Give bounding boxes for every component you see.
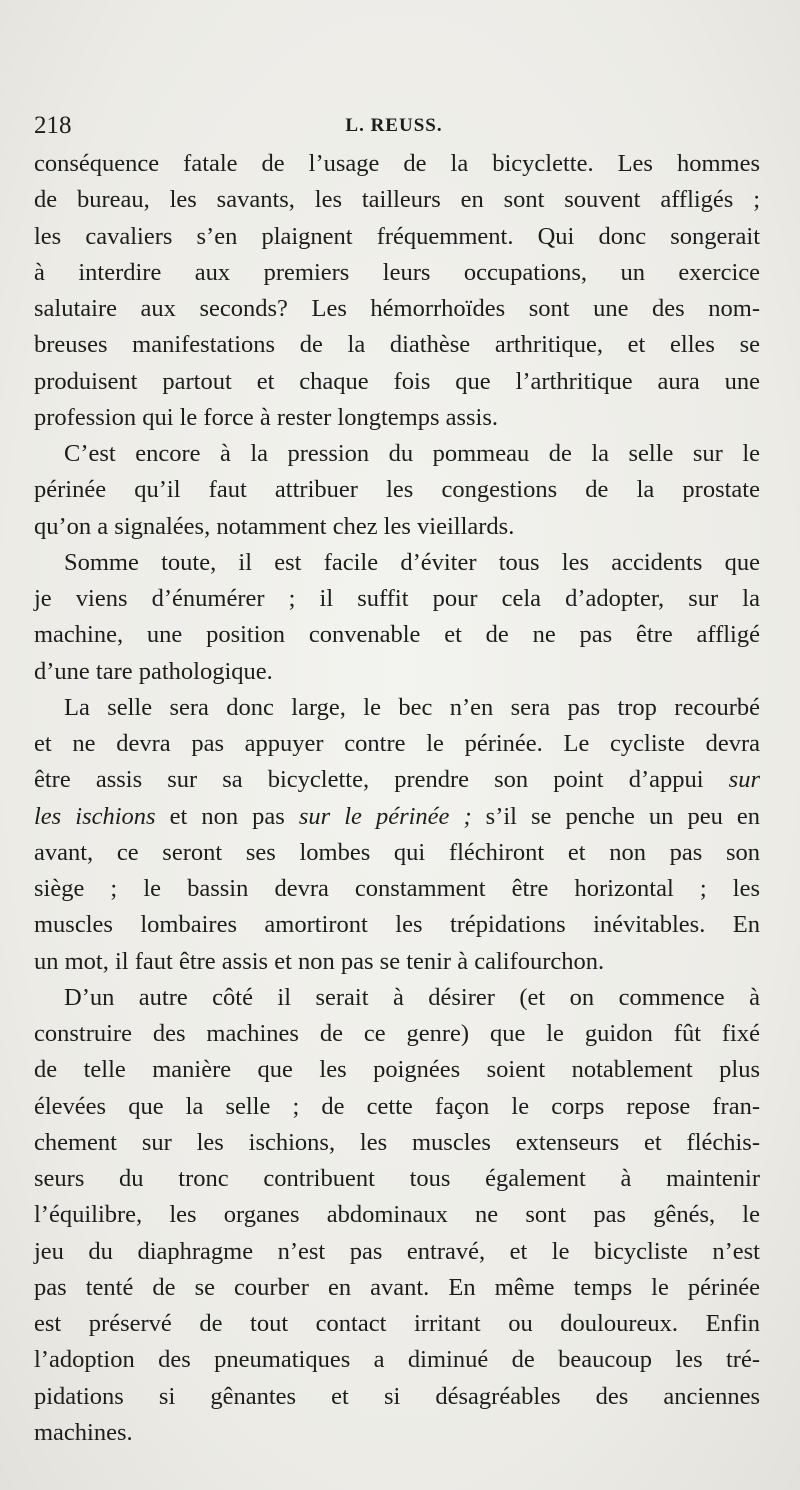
page-number: 218 bbox=[34, 112, 72, 139]
text-line: pidations si gênantes et si désagréables des anciennes bbox=[34, 1382, 760, 1410]
text-line: élevées que la selle ; de cette façon le corps repose fran- bbox=[34, 1092, 760, 1120]
paragraph-5 bbox=[34, 980, 760, 1451]
text-line: seurs du tronc contribuent tous également à maintenir bbox=[34, 1165, 760, 1192]
text-line: de bureau, les savants, les tailleurs en sont souvent affligés ; bbox=[34, 186, 760, 214]
text-segment: et non pas bbox=[169, 802, 285, 830]
text-line: chement sur les ischions, les muscles extenseurs et fléchis- bbox=[34, 1128, 760, 1156]
page-body bbox=[34, 146, 760, 1451]
text-line: siège ; le bassin devra constamment être horizontal ; les bbox=[34, 875, 760, 902]
text-line: D’un autre côté il serait à désirer (et on commence à bbox=[64, 983, 760, 1011]
text-line: breuses manifestations de la diathèse arthritique, et elles se bbox=[34, 331, 760, 359]
text-line: construire des machines de ce genre) que le guidon fût fixé bbox=[34, 1020, 760, 1047]
page-header bbox=[34, 108, 754, 144]
text-line: conséquence fatale de l’usage de la bicyclette. Les hommes bbox=[34, 150, 760, 177]
running-head: L. REUSS. bbox=[345, 115, 443, 136]
paragraph-3 bbox=[34, 545, 760, 690]
text-line bbox=[34, 762, 760, 798]
text-line: profession qui le force à rester longtemps assis. bbox=[34, 403, 499, 431]
italic-text: sur le périnée ; bbox=[298, 802, 472, 830]
text-line: je viens d’énumérer ; il suffit pour cela d’adopter, sur la bbox=[34, 585, 760, 612]
text-line: C’est encore à la pression du pommeau de la selle sur le bbox=[64, 440, 760, 467]
text-line: à interdire aux premiers leurs occupations, un exercice bbox=[34, 258, 760, 286]
text-line: de telle manière que les poignées soient notablement plus bbox=[34, 1056, 760, 1084]
text-line: un mot, il faut être assis et non pas se tenir à califourchon. bbox=[34, 947, 605, 975]
text-segment: être assis sur sa bicyclette, prendre son point d’appui bbox=[34, 766, 704, 794]
italic-text: sur bbox=[728, 766, 760, 794]
text-line: l’adoption des pneumatiques a diminué de beaucoup les tré- bbox=[34, 1346, 760, 1374]
paragraph-4 bbox=[34, 690, 760, 980]
text-line: l’équilibre, les organes abdominaux ne sont pas gênés, le bbox=[34, 1201, 760, 1229]
text-line: les cavaliers s’en plaignent fréquemment. Qui donc songerait bbox=[34, 222, 760, 250]
text-line: est préservé de tout contact irritant ou douloureux. Enfin bbox=[34, 1310, 760, 1337]
text-line: Somme toute, il est facile d’éviter tous les accidents que bbox=[64, 548, 760, 576]
text-line: et ne devra pas appuyer contre le périnée. Le cycliste devra bbox=[34, 730, 760, 757]
text-line bbox=[34, 799, 760, 835]
paragraph-1 bbox=[34, 146, 760, 436]
text-line: muscles lombaires amortiront les trépidations inévitables. En bbox=[34, 911, 760, 939]
text-line: salutaire aux seconds? Les hémorrhoïdes sont une des nom- bbox=[34, 295, 760, 322]
text-segment: s’il se penche un peu en bbox=[485, 802, 760, 830]
text-line: qu’on a signalées, notamment chez les vieillards. bbox=[34, 512, 515, 540]
text-line: d’une tare pathologique. bbox=[34, 657, 273, 685]
text-line: périnée qu’il faut attribuer les congestions de la prostate bbox=[34, 476, 760, 504]
text-line: produisent partout et chaque fois que l’arthritique aura une bbox=[34, 367, 760, 395]
text-line: jeu du diaphragme n’est pas entravé, et le bicycliste n’est bbox=[34, 1237, 760, 1265]
text-line: pas tenté de se courber en avant. En même temps le périnée bbox=[34, 1273, 760, 1301]
text-line: avant, ce seront ses lombes qui fléchiront et non pas son bbox=[34, 838, 760, 866]
text-line: La selle sera donc large, le bec n’en sera pas trop recourbé bbox=[64, 693, 760, 721]
italic-text: les ischions bbox=[34, 802, 156, 830]
text-line: machine, une position convenable et de ne pas être affligé bbox=[34, 621, 760, 649]
paragraph-2 bbox=[34, 436, 760, 545]
text-line: machines. bbox=[34, 1418, 133, 1446]
